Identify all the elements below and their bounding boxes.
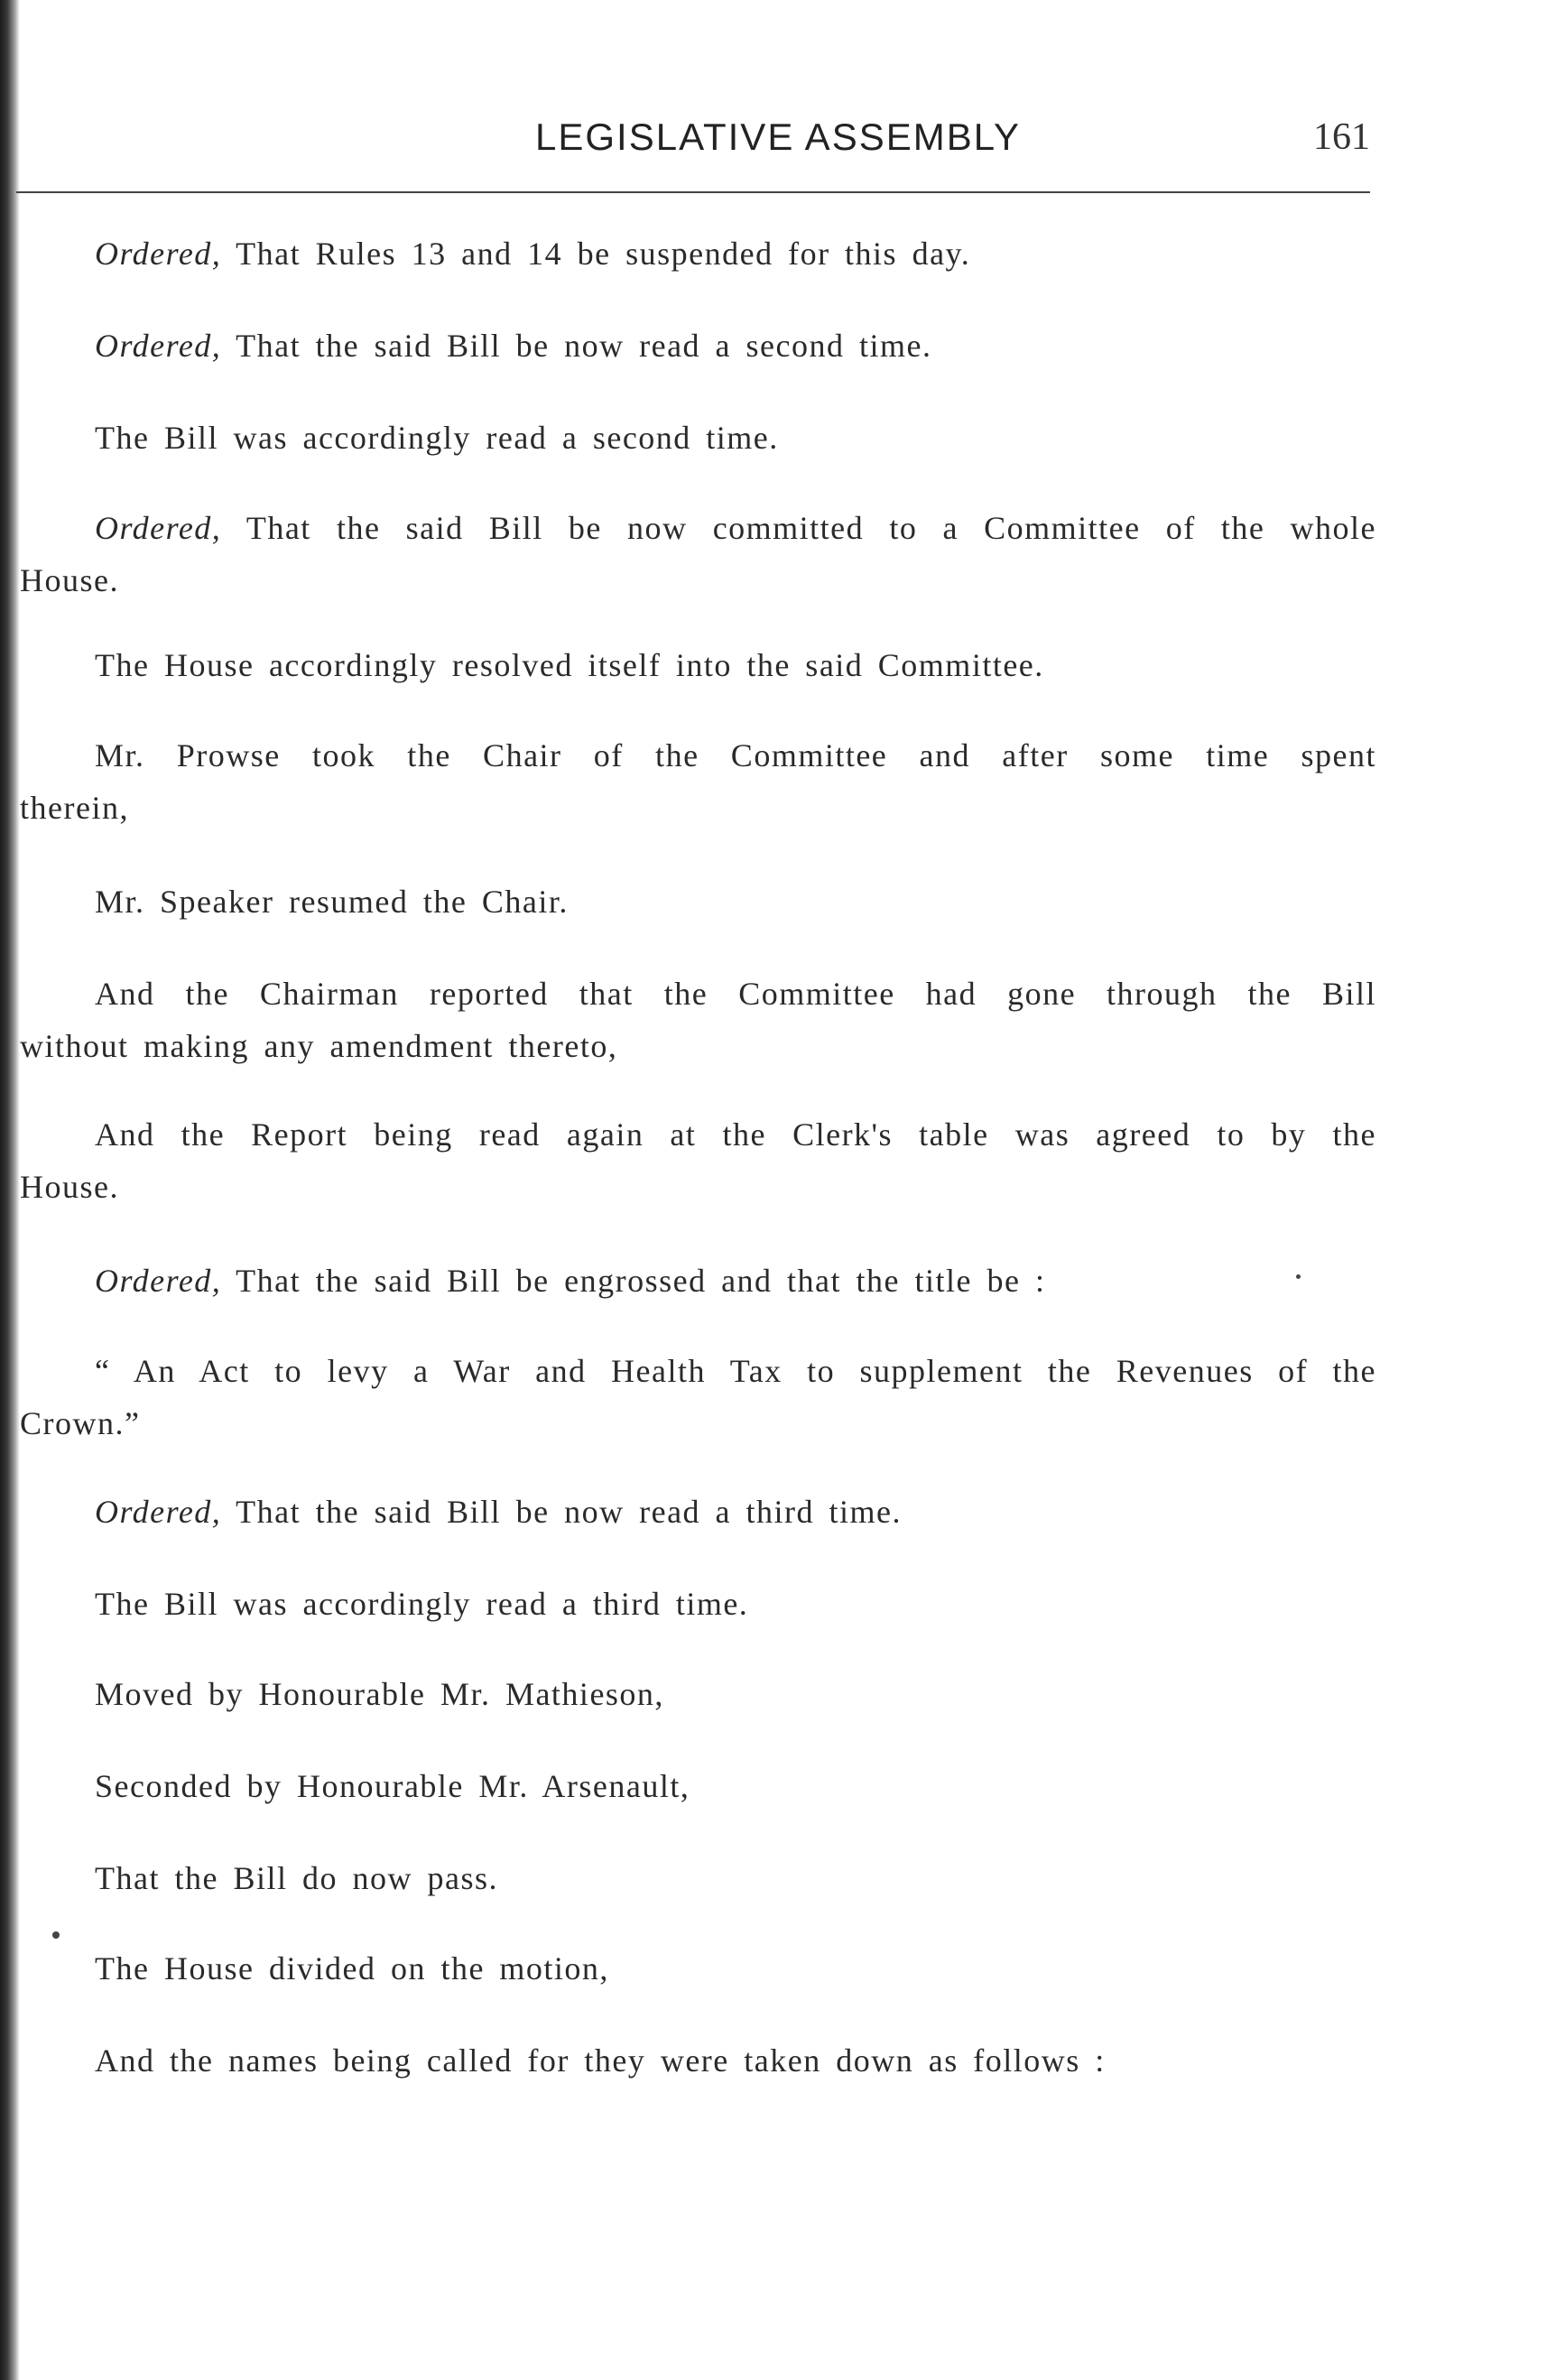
paragraph-text: That the said Bill be now read a third time. — [236, 1494, 903, 1530]
ordered-lead: Ordered, — [95, 1263, 222, 1299]
paragraph-text-continued: House. — [20, 562, 119, 598]
paragraph-text-continued: therein, — [20, 790, 129, 826]
paragraph-text: The House accordingly resolved itself into the said Committee. — [95, 647, 1044, 683]
page-binding-edge — [0, 0, 20, 2380]
paragraph-text: That the said Bill be now committed to a Committee of the whole — [245, 510, 1376, 546]
paragraph-text: And the Chairman reported that the Committee had gone through the Bill — [95, 976, 1376, 1012]
running-head — [0, 116, 1556, 170]
paragraph-text-continued: House. — [20, 1169, 119, 1205]
page-title: LEGISLATIVE ASSEMBLY — [535, 116, 1021, 158]
paragraph-text: That the Bill do now pass. — [95, 1860, 498, 1896]
paragraph-text: Moved by Honourable Mr. Mathieson, — [95, 1676, 664, 1712]
ordered-lead: Ordered, — [95, 328, 222, 364]
paragraph-text-continued: without making any amendment thereto, — [20, 1028, 618, 1064]
header-rule — [16, 191, 1370, 193]
paragraph-text: That Rules 13 and 14 be suspended for this day. — [236, 236, 971, 272]
paragraph-text: “ An Act to levy a War and Health Tax to supplement the Revenues of the — [95, 1353, 1376, 1389]
paragraph-text: The Bill was accordingly read a second time. — [95, 420, 779, 456]
ink-speck — [52, 1931, 60, 1939]
paragraph-text: Mr. Speaker resumed the Chair. — [95, 884, 569, 920]
paragraph-text: That the said Bill be engrossed and that the title be : — [236, 1263, 1046, 1299]
paragraph-text: Seconded by Honourable Mr. Arsenault, — [95, 1768, 690, 1804]
page-number: 161 — [1313, 116, 1370, 158]
paragraph-text-continued: Crown.” — [20, 1405, 141, 1441]
paragraph-text: That the said Bill be now read a second time. — [236, 328, 932, 364]
paragraph-text: Mr. Prowse took the Chair of the Committee and after some time spent — [95, 737, 1376, 773]
ordered-lead: Ordered, — [95, 510, 222, 546]
paragraph-text: And the names being called for they were taken down as follows : — [95, 2042, 1106, 2079]
paragraph-text: And the Report being read again at the Clerk's table was agreed to by the — [95, 1116, 1376, 1153]
paragraph-text: The Bill was accordingly read a third time. — [95, 1586, 749, 1622]
ordered-lead: Ordered, — [95, 1494, 222, 1530]
ordered-lead: Ordered, — [95, 236, 222, 272]
paragraph-text: The House divided on the motion, — [95, 1950, 609, 1986]
ink-speck — [1296, 1274, 1301, 1279]
